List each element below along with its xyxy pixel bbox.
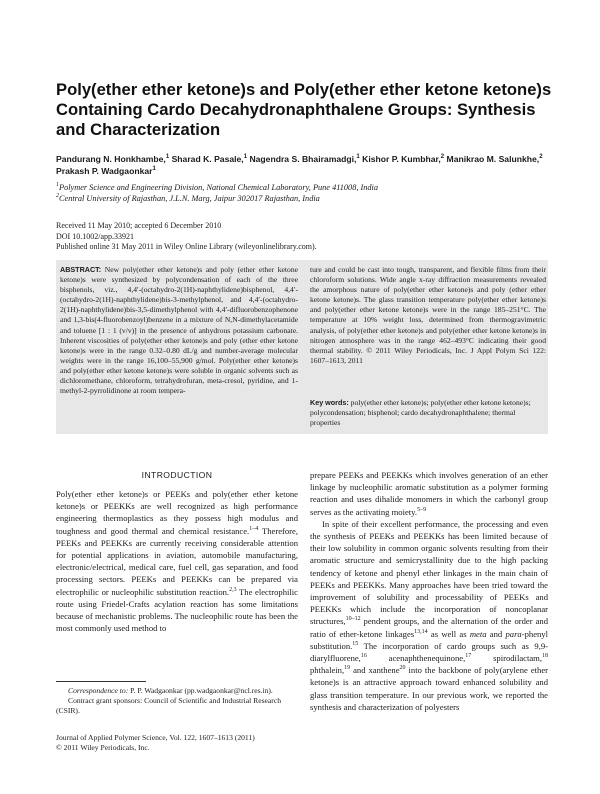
abstract-left-column (60, 265, 298, 396)
text-run: The electrophilic route using Friedel-Crafts acylation reaction has some limitations because of mechanistic problems. The nucleophilic route has been the most commonly used method to (56, 586, 298, 634)
correspondence-text: P. P. Wadgaonkar (pp.wadgaonkar@ncl.res.in). (128, 686, 273, 695)
journal-line: Journal of Applied Polymer Science, Vol. 122, 1607–1613 (2011) (56, 733, 255, 742)
author-name: Nagendra S. Bhairamadgi, (249, 154, 357, 164)
published-online: Published online 31 May 2011 in Wiley Online Library (wileyonlinelibrary.com). (56, 242, 317, 251)
author-name: Manikrao M. Salunkhe, (446, 154, 540, 164)
text-run: phthalein, (310, 665, 345, 676)
abstract-text-left: New poly(ether ether ketone)s and poly (ether ether ketone ketone)s were synthesized by polycondensation of each of the three bisphenols, viz., 4,4′-(octahydro-2(1H)-naphthylidene)bisphenol, 4,4′-(octahydro-2(1H)-naphthylidene)bis-3-methylphenol, and 4,4′-(octahydro-2(1H)-naphthylidene)bis-3,5-dimethylphenol with 4,4′-difluorobenzophenone and 1,3-bis(4-fluorobenzoyl)benzene in a mixture of N,N-dimethylacetamide and toluene [1 : 1 (v/v)] in the presence of anhydrous potassium carbonate. Inherent viscosities of poly(ether ether ketone)s and poly (ether ether ketone ketone)s were in the range 0.32–0.80 dL/g and number-average molecular weights were in the range 16,100–55,900 g/mol. Poly(ether ether ketone)s and poly(ether ether ketone ketone)s were soluble in organic solvents such as dichloromethane, chloroform, tetrahydrofuran, meta-cresol, pyridine, and 1-methyl-2-pyrrolidinone at room tempera- (60, 265, 298, 396)
abstract-text-right: ture and could be cast into tough, transparent, and flexible films from their chloroform solutions. Wide angle x-ray diffraction measurements revealed the amorphous nature of poly(ether ether ketone)s and poly (ether ether ketone ketone)s. The glass transition temperature poly(ether ether ketone)s and poly(ether ether ketone ketone)s were in the range 185–251°C. The temperature at 10% weight loss, determined from thermogravimetric analysis, of poly(ether ether ketone)s and poly(ether ether ketone ketone)s in nitrogen atmosphere was in the range 462–493°C indicating their good thermal stability. © 2011 Wiley Periodicals, Inc. J Appl Polym Sci 122: 1607–1613, 2011 (310, 265, 546, 365)
journal-citation (56, 733, 298, 753)
author-affiliation-mark: 2 (539, 154, 543, 161)
abstract-right-column (310, 265, 546, 366)
text-run: The incorporation of cardo groups such as 9,9-diarylfluorene, (310, 640, 548, 664)
article-title: Poly(ether ether ketone)s and Poly(ether ether ketone ketone)s Containing Cardo Decahydronaphthalene Groups: Synthesis and Characterization (56, 80, 552, 139)
text-run: pendent groups, and the alternation of the order and ratio of ether-ketone linkages (310, 616, 548, 639)
italic-text: meta (469, 628, 487, 639)
citation-ref: 20 (399, 665, 406, 672)
citation-ref: 17 (465, 653, 472, 660)
text-run: and xanthene (350, 665, 400, 676)
author-affiliation-mark: 1 (165, 154, 170, 161)
author-affiliation-mark: 1 (152, 166, 156, 173)
citation-ref: 15 (352, 640, 359, 647)
citation-ref: 10–12 (345, 616, 361, 623)
body-right-column (310, 469, 548, 713)
text-run: -phenyl substitution. (310, 628, 548, 651)
keywords-label: Key words: (310, 398, 349, 407)
section-heading-introduction: INTRODUCTION (141, 470, 213, 480)
received-date: Received 11 May 2010; accepted 6 December 2010 (56, 221, 222, 230)
author-affiliation-mark: 1 (243, 154, 248, 161)
affiliation-2: $^2$Central University of Rajasthan, J.L.N. Marg, Jaipur 302017 Rajasthan, India (56, 193, 320, 203)
correspondence-label: Correspondence to: (68, 686, 129, 695)
text-run: Therefore, PEEKs and PEEKKs are currently receiving considerable attention for potential applications in aviation, automobile manufacturing, electronic/electrical, medical care, fuel cell, gas separation, and food processing sectors. PEEKs and PEEKKs can be prepared via electrophilic or nucleophilic substitution reaction. (56, 525, 299, 597)
publication-meta (56, 221, 556, 253)
citation-ref: 18 (542, 653, 548, 660)
keywords-text: poly(ether ether ketone)s; poly(ether ether ketone ketone)s; polycondensation; bisphenol; cardo decahydronaphthalene; thermal properties (310, 398, 531, 428)
citation-ref: 2,3 (229, 586, 237, 593)
affiliation-1: $^1$Polymer Science and Engineering Division, National Chemical Laboratory, Pune 411008, India (56, 182, 379, 192)
paragraph (310, 469, 548, 518)
text-run: In spite of their excellent performance, the processing and even the synthesis of PEEKs and PEEKKs has been limited because of their low solubility in common organic solvents resulting from their aromatic structure and semicrystallinity due to the high packing tendency of ketone and phenyl ether linkages in the main chain of PEEKs and PEEKKs. Many approaches have been tried toward the improvement of solubility and processability of PEEKs and PEEKKs which include the incorporation of noncoplanar structures, (310, 518, 548, 627)
copyright-line: © 2011 Wiley Periodicals, Inc. (56, 743, 150, 753)
citation-ref: 13,14 (414, 628, 428, 635)
citation-ref: 5–9 (417, 506, 427, 513)
abstract-label: ABSTRACT: (60, 265, 102, 274)
citation-ref: 16 (360, 653, 367, 660)
footnotes (56, 686, 298, 717)
author-name: Sharad K. Pasale, (171, 154, 244, 164)
text-run: prepare PEEKs and PEEKKs which involves generation of an ether linkage by nucleophilic aromatic substitution as a polymer forming reaction and uses dihalide monomers in which the carbonyl group serves as the activating moiety. (310, 470, 548, 517)
text-run: spirodilactam, (471, 653, 542, 664)
italic-text: para (505, 628, 522, 639)
author-list (56, 153, 556, 177)
author-name: Kishor P. Kumbhar, (362, 154, 441, 164)
author-name: Prakash P. Wadgaonkar (56, 166, 153, 176)
text-run: acenaphthenequinone, (366, 653, 466, 664)
author-affiliation-mark: 1 (356, 154, 360, 161)
text-run: Poly(ether ether ketone)s or PEEKs and poly(ether ether ketone ketone)s or PEEKKs are well recognized as high performance engineering thermoplastics as they possess high modulus and toughness and good thermal and chemical resistance. (56, 489, 298, 536)
body-left-column (56, 488, 298, 634)
doi: DOI 10.1002/app.33921 (56, 231, 134, 241)
correspondence (56, 686, 298, 696)
paragraph (310, 518, 548, 713)
keywords (310, 398, 546, 428)
citation-ref: 19 (344, 665, 351, 672)
text-run: as well as (427, 628, 470, 639)
text-run: and (486, 628, 506, 639)
grant-sponsors: Contract grant sponsors: Council of Scientific and Industrial Research (CSIR). (56, 696, 281, 716)
affiliations (56, 182, 556, 204)
citation-ref: 1–4 (249, 525, 259, 532)
author-affiliation-mark: 2 (440, 154, 445, 161)
text-run: into the backbone of poly(arylene ether ketone)s is an attractive approach toward enhanced solubility and glass transition temperature. In our previous work, we reported the synthesis and characterization of polyesters (310, 665, 548, 712)
author-name: Pandurang N. Honkhambe, (56, 154, 166, 164)
footnote-rule (56, 681, 146, 682)
